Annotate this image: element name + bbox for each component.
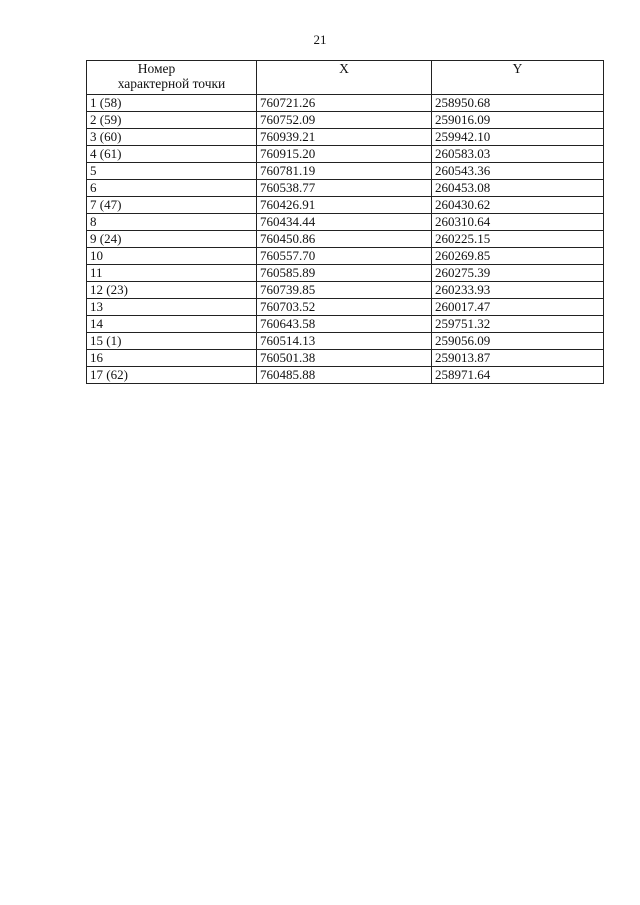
- cell-point-number: 9 (24): [87, 231, 257, 248]
- cell-x: 760939.21: [257, 129, 432, 146]
- table-row: [87, 316, 604, 333]
- cell-y: 259016.09: [432, 112, 604, 129]
- table-row: [87, 112, 604, 129]
- table-row: [87, 163, 604, 180]
- cell-x: 760426.91: [257, 197, 432, 214]
- table-row: [87, 214, 604, 231]
- cell-x: 760643.58: [257, 316, 432, 333]
- cell-y: 259942.10: [432, 129, 604, 146]
- cell-point-number: 17 (62): [87, 367, 257, 384]
- cell-y: 259751.32: [432, 316, 604, 333]
- table-body: [87, 95, 604, 384]
- header-point-number-line2: характерной точки: [117, 76, 226, 91]
- cell-x: 760485.88: [257, 367, 432, 384]
- cell-y: 260430.62: [432, 197, 604, 214]
- table-row: [87, 248, 604, 265]
- cell-point-number: 14: [87, 316, 257, 333]
- cell-x: 760781.19: [257, 163, 432, 180]
- table-row: [87, 129, 604, 146]
- cell-x: 760752.09: [257, 112, 432, 129]
- cell-x: 760538.77: [257, 180, 432, 197]
- cell-x: 760557.70: [257, 248, 432, 265]
- cell-y: 258950.68: [432, 95, 604, 112]
- cell-point-number: 4 (61): [87, 146, 257, 163]
- table-header-row: [87, 61, 604, 95]
- cell-y: 260453.08: [432, 180, 604, 197]
- cell-y: 260225.15: [432, 231, 604, 248]
- cell-point-number: 6: [87, 180, 257, 197]
- cell-x: 760585.89: [257, 265, 432, 282]
- cell-point-number: 1 (58): [87, 95, 257, 112]
- cell-x: 760739.85: [257, 282, 432, 299]
- cell-x: 760703.52: [257, 299, 432, 316]
- cell-y: 260233.93: [432, 282, 604, 299]
- page-number: 21: [313, 32, 327, 47]
- cell-point-number: 11: [87, 265, 257, 282]
- table-row: [87, 282, 604, 299]
- table-row: [87, 350, 604, 367]
- cell-y: 259056.09: [432, 333, 604, 350]
- cell-x: 760915.20: [257, 146, 432, 163]
- cell-y: 260275.39: [432, 265, 604, 282]
- cell-point-number: 16: [87, 350, 257, 367]
- cell-y: 260583.03: [432, 146, 604, 163]
- cell-point-number: 5: [87, 163, 257, 180]
- cell-y: 259013.87: [432, 350, 604, 367]
- table-row: [87, 299, 604, 316]
- cell-point-number: 8: [87, 214, 257, 231]
- header-point-number-line1: Номер: [137, 61, 176, 76]
- cell-point-number: 3 (60): [87, 129, 257, 146]
- table-row: [87, 180, 604, 197]
- cell-y: 260543.36: [432, 163, 604, 180]
- table-row: [87, 197, 604, 214]
- cell-y: 260269.85: [432, 248, 604, 265]
- header-x: X: [257, 61, 432, 95]
- cell-point-number: 7 (47): [87, 197, 257, 214]
- cell-point-number: 2 (59): [87, 112, 257, 129]
- coordinates-table: [86, 60, 604, 384]
- cell-point-number: 13: [87, 299, 257, 316]
- cell-x: 760501.38: [257, 350, 432, 367]
- cell-point-number: 12 (23): [87, 282, 257, 299]
- cell-x: 760514.13: [257, 333, 432, 350]
- header-y: Y: [432, 61, 604, 95]
- cell-y: 260310.64: [432, 214, 604, 231]
- table-row: [87, 265, 604, 282]
- cell-x: 760721.26: [257, 95, 432, 112]
- cell-x: 760434.44: [257, 214, 432, 231]
- cell-y: 260017.47: [432, 299, 604, 316]
- table-row: [87, 231, 604, 248]
- header-point-number: [87, 61, 257, 95]
- table-row: [87, 367, 604, 384]
- table-row: [87, 333, 604, 350]
- table-row: [87, 146, 604, 163]
- table-row: [87, 95, 604, 112]
- cell-point-number: 15 (1): [87, 333, 257, 350]
- cell-y: 258971.64: [432, 367, 604, 384]
- cell-x: 760450.86: [257, 231, 432, 248]
- cell-point-number: 10: [87, 248, 257, 265]
